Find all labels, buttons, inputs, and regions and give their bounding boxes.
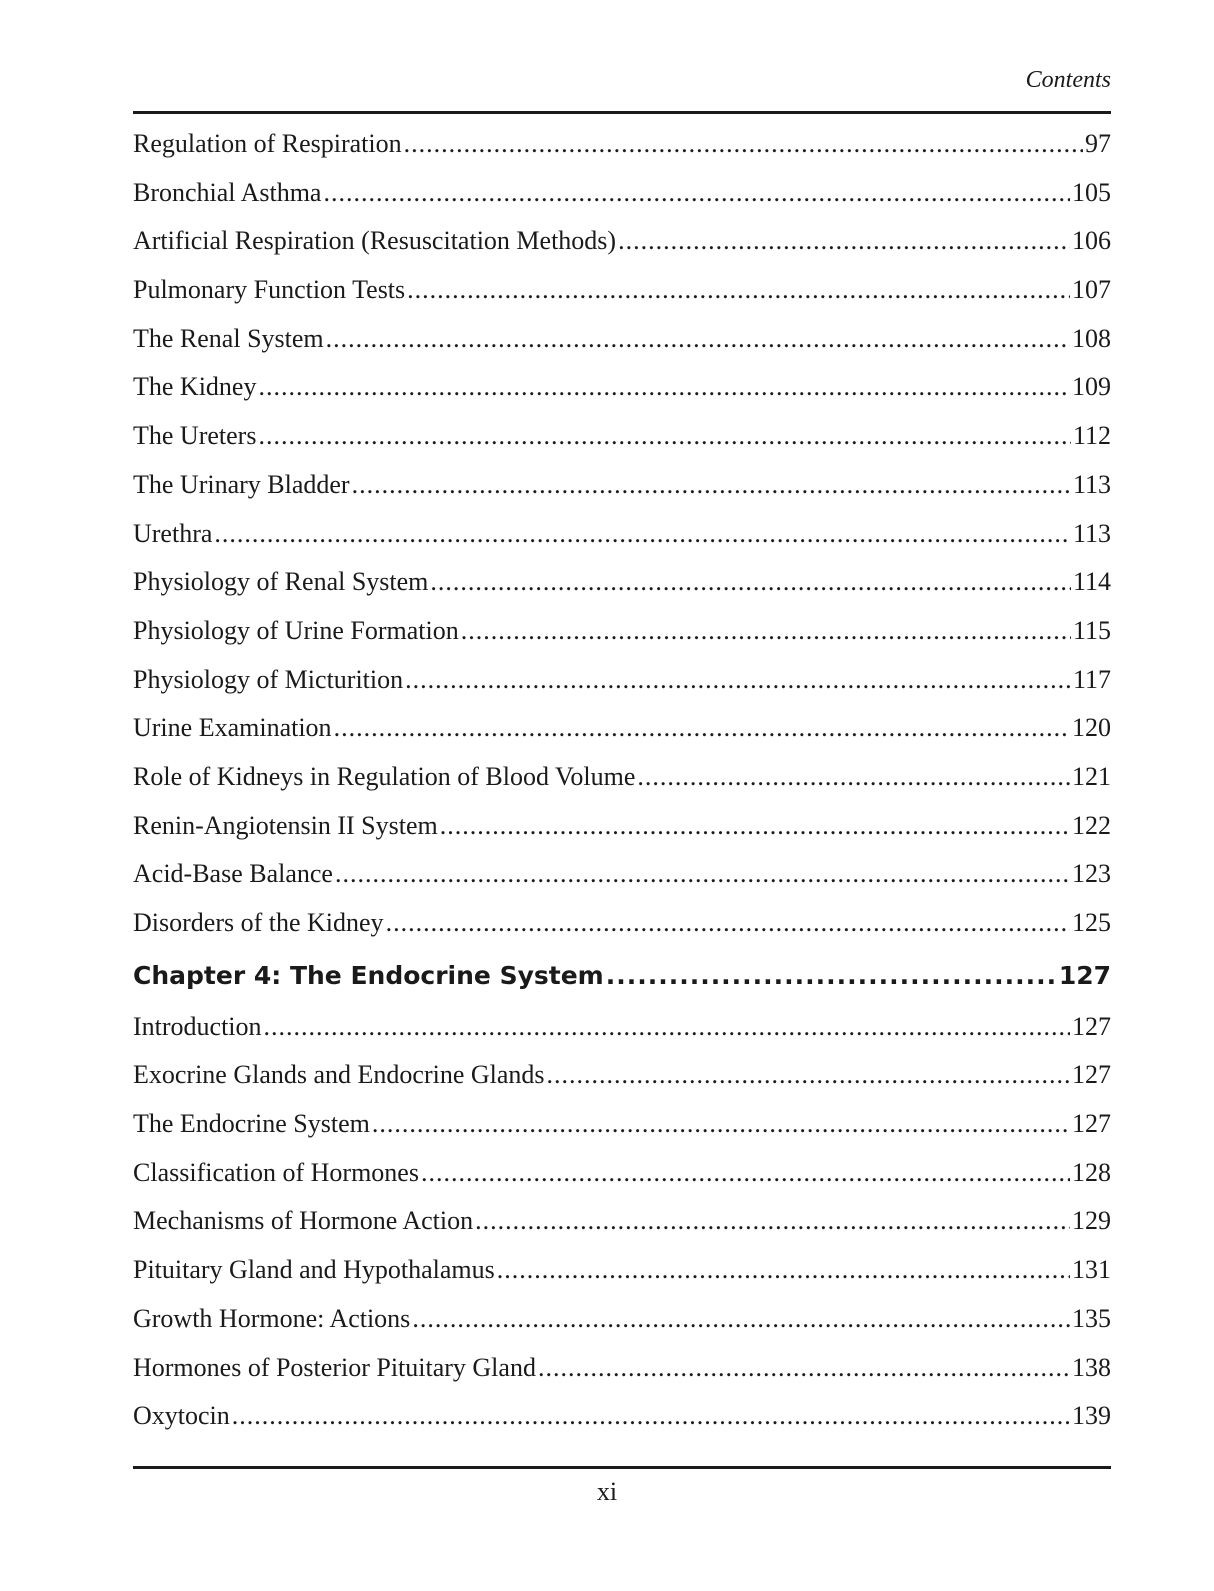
dot-leader [405, 656, 1071, 705]
toc-entry-title: Oxytocin [133, 1401, 230, 1431]
toc-entry-page-number: 113 [1072, 469, 1111, 499]
toc-entry-page-number: 97 [1085, 129, 1111, 158]
toc-entry-title: Physiology of Urine Formation [133, 615, 459, 645]
toc-entry [133, 1344, 1111, 1393]
toc-entry [133, 753, 1111, 802]
dot-leader [404, 120, 1083, 169]
running-head: Contents [1025, 67, 1111, 93]
toc-entry-page-number: 107 [1072, 275, 1111, 305]
dot-leader [386, 899, 1070, 948]
toc-entry-title: Exocrine Glands and Endocrine Glands [133, 1060, 545, 1090]
dot-leader [606, 948, 1057, 1003]
dot-leader [461, 607, 1071, 656]
dot-leader [258, 363, 1070, 412]
dot-leader [335, 850, 1070, 899]
toc-entry-title: Renin-Angiotensin II System [133, 810, 438, 840]
footer-rule [133, 1466, 1111, 1469]
toc-entry-title: Pulmonary Function Tests [133, 275, 406, 305]
toc-entry-title: Classification of Hormones [133, 1157, 419, 1187]
table-of-contents [133, 120, 1111, 1441]
toc-entry-page-number: 128 [1072, 1157, 1111, 1187]
toc-entry-page-number: 138 [1072, 1352, 1111, 1382]
toc-entry-page-number: 122 [1072, 810, 1111, 840]
toc-entry-title: Introduction [133, 1011, 262, 1041]
dot-leader [637, 753, 1070, 802]
dot-leader [412, 1295, 1070, 1344]
toc-chapter-entry [133, 948, 1111, 1003]
toc-entry-title: The Ureters [133, 421, 257, 451]
dot-leader [547, 1051, 1070, 1100]
toc-entry [133, 704, 1111, 753]
toc-entry [133, 169, 1111, 218]
toc-entry [133, 266, 1111, 315]
toc-entry-page-number: 125 [1072, 908, 1111, 937]
toc-entry-page-number: 114 [1072, 567, 1111, 597]
toc-entry [133, 1003, 1111, 1052]
toc-entry [133, 1149, 1111, 1198]
toc-entry-title: Pituitary Gland and Hypothalamus [133, 1255, 495, 1285]
dot-leader [258, 412, 1071, 461]
header-rule [133, 111, 1111, 114]
toc-entry-title: Urethra [133, 518, 213, 548]
toc-entry-title: Growth Hormone: Actions [133, 1303, 411, 1333]
toc-entry-page-number: 105 [1072, 177, 1111, 207]
toc-entry-title: Acid-Base Balance [133, 859, 333, 889]
toc-entry-page-number: 127 [1072, 1109, 1111, 1139]
toc-entry-title: Chapter 4: The Endocrine System [133, 960, 604, 990]
dot-leader [475, 1197, 1070, 1246]
toc-entry-title: The Renal System [133, 323, 324, 353]
toc-entry-page-number: 127 [1058, 960, 1111, 990]
toc-entry-page-number: 112 [1072, 421, 1111, 451]
dot-leader [334, 704, 1070, 753]
toc-entry-title: Urine Examination [133, 713, 332, 743]
toc-entry [133, 1100, 1111, 1149]
dot-leader [421, 1149, 1070, 1198]
dot-leader [214, 510, 1071, 559]
toc-entry [133, 607, 1111, 656]
toc-entry-page-number: 115 [1072, 615, 1111, 645]
toc-entry-title: The Kidney [133, 372, 257, 402]
toc-entry-title: The Endocrine System [133, 1109, 370, 1139]
toc-entry-title: Hormones of Posterior Pituitary Gland [133, 1352, 536, 1382]
toc-entry [133, 461, 1111, 510]
toc-entry-title: Mechanisms of Hormone Action [133, 1206, 474, 1236]
toc-entry [133, 899, 1111, 948]
dot-leader [372, 1100, 1070, 1149]
dot-leader [538, 1344, 1070, 1393]
toc-entry-page-number: 127 [1072, 1060, 1111, 1090]
toc-entry-page-number: 135 [1072, 1303, 1111, 1333]
dot-leader [264, 1003, 1070, 1052]
toc-entry [133, 1392, 1111, 1441]
toc-entry [133, 412, 1111, 461]
dot-leader [407, 266, 1070, 315]
toc-entry-page-number: 106 [1072, 226, 1111, 256]
dot-leader [497, 1246, 1070, 1295]
toc-entry-title: Disorders of the Kidney [133, 908, 384, 937]
dot-leader [440, 802, 1070, 851]
toc-entry-title: The Urinary Bladder [133, 469, 350, 499]
toc-entry-page-number: 108 [1072, 323, 1111, 353]
toc-entry-page-number: 117 [1072, 664, 1111, 694]
toc-entry-title: Physiology of Renal System [133, 567, 429, 597]
toc-entry [133, 363, 1111, 412]
toc-entry-page-number: 129 [1072, 1206, 1111, 1236]
toc-entry [133, 1051, 1111, 1100]
toc-entry [133, 315, 1111, 364]
toc-entry-page-number: 123 [1072, 859, 1111, 889]
toc-entry [133, 510, 1111, 559]
dot-leader [618, 217, 1070, 266]
page-number: xi [596, 1477, 618, 1506]
toc-entry [133, 1246, 1111, 1295]
toc-entry-title: Bronchial Asthma [133, 177, 322, 207]
toc-entry [133, 850, 1111, 899]
toc-entry-page-number: 121 [1072, 761, 1111, 791]
dot-leader [352, 461, 1071, 510]
toc-entry-page-number: 120 [1072, 713, 1111, 743]
dot-leader [430, 558, 1071, 607]
toc-entry [133, 120, 1111, 169]
toc-entry [133, 656, 1111, 705]
toc-entry-page-number: 127 [1072, 1011, 1111, 1041]
toc-entry-page-number: 131 [1072, 1255, 1111, 1285]
dot-leader [326, 315, 1070, 364]
toc-entry [133, 802, 1111, 851]
toc-entry-title: Artificial Respiration (Resuscitation Methods) [133, 226, 617, 256]
toc-entry [133, 558, 1111, 607]
toc-entry-page-number: 109 [1072, 372, 1111, 402]
toc-entry [133, 1197, 1111, 1246]
toc-entry-page-number: 139 [1072, 1401, 1111, 1431]
toc-entry-title: Role of Kidneys in Regulation of Blood Volume [133, 761, 636, 791]
dot-leader [232, 1392, 1070, 1441]
toc-entry-page-number: 113 [1072, 518, 1111, 548]
toc-entry [133, 217, 1111, 266]
dot-leader [323, 169, 1070, 218]
toc-entry-title: Regulation of Respiration [133, 129, 402, 158]
toc-entry [133, 1295, 1111, 1344]
toc-entry-title: Physiology of Micturition [133, 664, 404, 694]
